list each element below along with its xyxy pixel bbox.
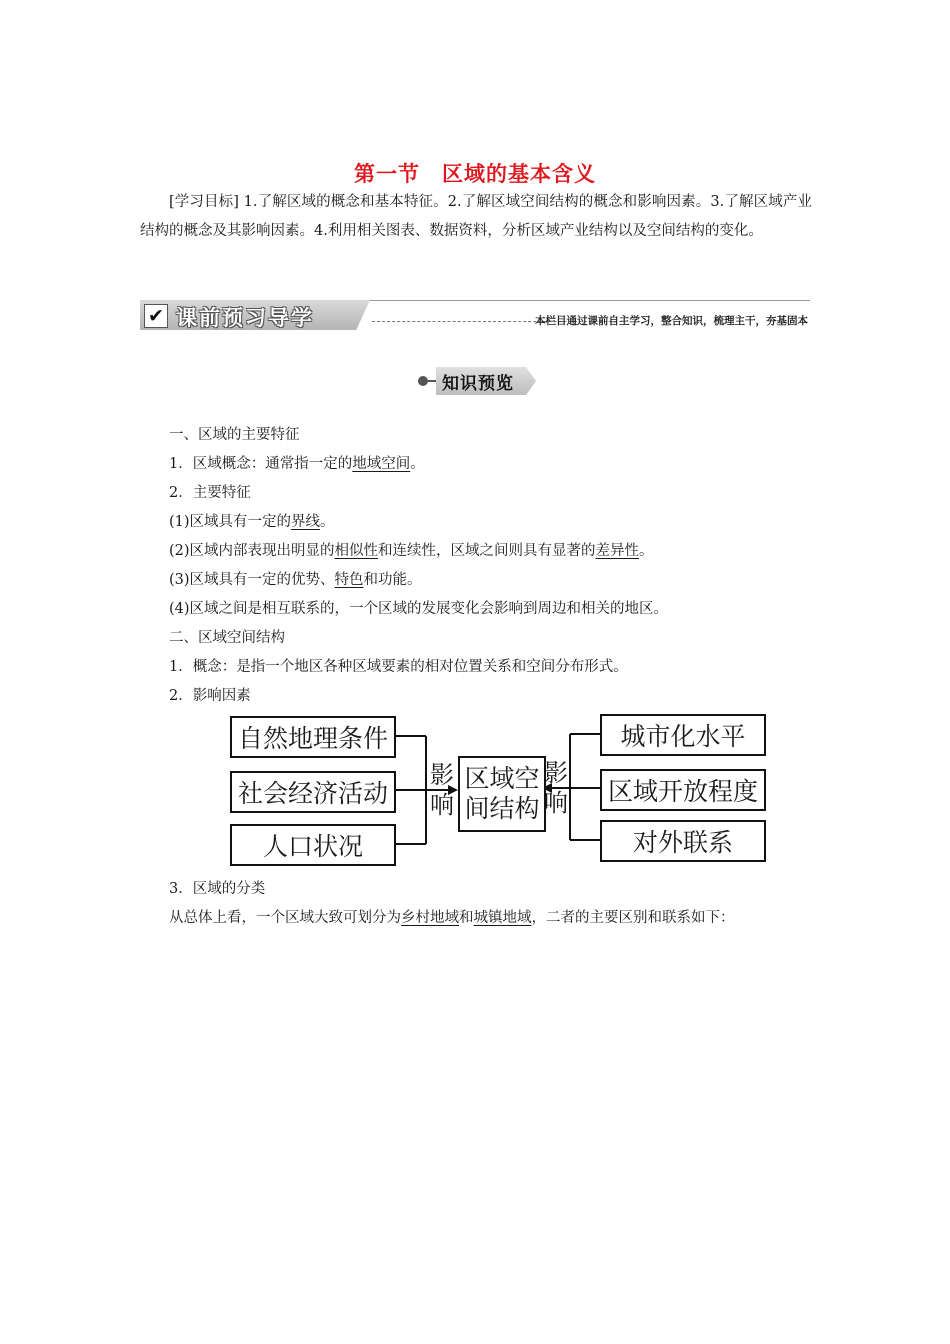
learning-goals: [学习目标] 1.了解区域的概念和基本特征。2.了解区域空间结构的概念和影响因素。3.了解区域产业结构的概念及其影响因素。4.利用相关图表、数据资料，分析区域产业结构以及空间结构的变化。 bbox=[140, 194, 812, 239]
features-heading: 2．主要特征 bbox=[169, 485, 251, 501]
factor-box-urbanization: 城市化水平 bbox=[600, 714, 766, 756]
influence-label-left: 影 响 bbox=[430, 761, 454, 819]
answer-underline: 地域空间 bbox=[352, 456, 411, 472]
factor-box-population: 人口状况 bbox=[230, 824, 396, 866]
classification-heading: 3．区域的分类 bbox=[169, 881, 266, 897]
answer-underline: 差异性 bbox=[595, 543, 640, 559]
answer-underline: 界线 bbox=[291, 514, 321, 530]
answer-underline: 特色 bbox=[334, 572, 364, 588]
feature-1: (1)区域具有一定的界线。 bbox=[169, 514, 335, 530]
check-icon: ✔ bbox=[144, 304, 168, 328]
feature-2: (2)区域内部表现出明显的相似性和连续性，区域之间则具有显著的差异性。 bbox=[169, 543, 654, 559]
concept-line: 1．区域概念：通常指一定的地域空间。 bbox=[169, 456, 425, 472]
classification-paragraph: 从总体上看，一个区域大致可划分为乡村地域和城镇地域，二者的主要区别和联系如下： bbox=[169, 910, 735, 926]
factor-box-openness: 区域开放程度 bbox=[600, 769, 766, 811]
page-title: 第一节 区域的基本含义 bbox=[354, 162, 596, 186]
answer-underline: 乡村地域 bbox=[401, 910, 459, 926]
knowledge-preview-badge bbox=[418, 367, 538, 395]
badge-label: 知识预览 bbox=[442, 374, 514, 394]
banner-title: 课前预习导学 bbox=[176, 306, 314, 330]
influence-label-right: 影 响 bbox=[544, 759, 568, 817]
answer-underline: 相似性 bbox=[334, 543, 379, 559]
banner-top-line bbox=[365, 300, 810, 301]
section-banner bbox=[140, 298, 810, 334]
feature-4: (4)区域之间是相互联系的，一个区域的发展变化会影响到周边和相关的地区。 bbox=[169, 601, 669, 617]
factor-box-economic: 社会经济活动 bbox=[230, 771, 396, 813]
spatial-concept-line: 1．概念：是指一个地区各种区域要素的相对位置关系和空间分布形式。 bbox=[169, 659, 628, 675]
classification-section bbox=[140, 875, 812, 933]
content-body bbox=[140, 421, 812, 711]
section-heading-2: 二、区域空间结构 bbox=[169, 630, 285, 646]
factor-box-natural: 自然地理条件 bbox=[230, 716, 396, 758]
factors-heading: 2．影响因素 bbox=[169, 688, 251, 704]
influence-diagram bbox=[230, 712, 770, 864]
answer-underline: 城镇地域 bbox=[473, 910, 532, 926]
factor-box-external-links: 对外联系 bbox=[600, 820, 766, 862]
banner-note: 本栏目通过课前自主学习，整合知识，梳理主干，夯基固本 bbox=[535, 315, 808, 327]
feature-3: (3)区域具有一定的优势、特色和功能。 bbox=[169, 572, 422, 588]
bullet-dot-icon bbox=[418, 376, 428, 386]
section-heading-1: 一、区域的主要特征 bbox=[169, 427, 300, 443]
center-box-spatial-structure: 区域空 间结构 bbox=[458, 756, 546, 832]
